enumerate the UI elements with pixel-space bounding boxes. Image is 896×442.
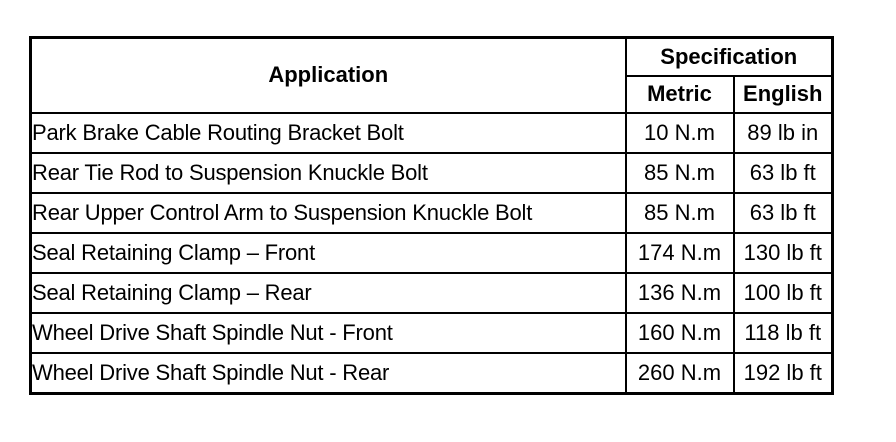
metric-cell: 260 N.m <box>626 353 734 394</box>
table-row <box>31 193 833 233</box>
table-row <box>31 233 833 273</box>
table-row <box>31 113 833 153</box>
application-cell: Wheel Drive Shaft Spindle Nut - Front <box>31 313 626 353</box>
table-row <box>31 153 833 193</box>
fastener-specification-table <box>29 36 834 395</box>
metric-cell: 174 N.m <box>626 233 734 273</box>
english-cell: 63 lb ft <box>734 153 833 193</box>
english-cell: 192 lb ft <box>734 353 833 394</box>
table-body <box>31 113 833 394</box>
table-row <box>31 313 833 353</box>
application-cell: Wheel Drive Shaft Spindle Nut - Rear <box>31 353 626 394</box>
english-cell: 63 lb ft <box>734 193 833 233</box>
metric-cell: 85 N.m <box>626 153 734 193</box>
table-header <box>31 38 833 113</box>
english-header: English <box>734 76 833 113</box>
english-cell: 100 lb ft <box>734 273 833 313</box>
application-cell: Rear Upper Control Arm to Suspension Knuckle Bolt <box>31 193 626 233</box>
metric-cell: 160 N.m <box>626 313 734 353</box>
application-cell: Rear Tie Rod to Suspension Knuckle Bolt <box>31 153 626 193</box>
english-cell: 130 lb ft <box>734 233 833 273</box>
metric-cell: 10 N.m <box>626 113 734 153</box>
english-cell: 118 lb ft <box>734 313 833 353</box>
table-row <box>31 273 833 313</box>
application-cell: Seal Retaining Clamp – Rear <box>31 273 626 313</box>
metric-cell: 85 N.m <box>626 193 734 233</box>
application-header: Application <box>31 38 626 113</box>
specification-header: Specification <box>626 38 833 76</box>
metric-header: Metric <box>626 76 734 113</box>
metric-cell: 136 N.m <box>626 273 734 313</box>
table-row <box>31 353 833 394</box>
application-cell: Seal Retaining Clamp – Front <box>31 233 626 273</box>
application-cell: Park Brake Cable Routing Bracket Bolt <box>31 113 626 153</box>
english-cell: 89 lb in <box>734 113 833 153</box>
